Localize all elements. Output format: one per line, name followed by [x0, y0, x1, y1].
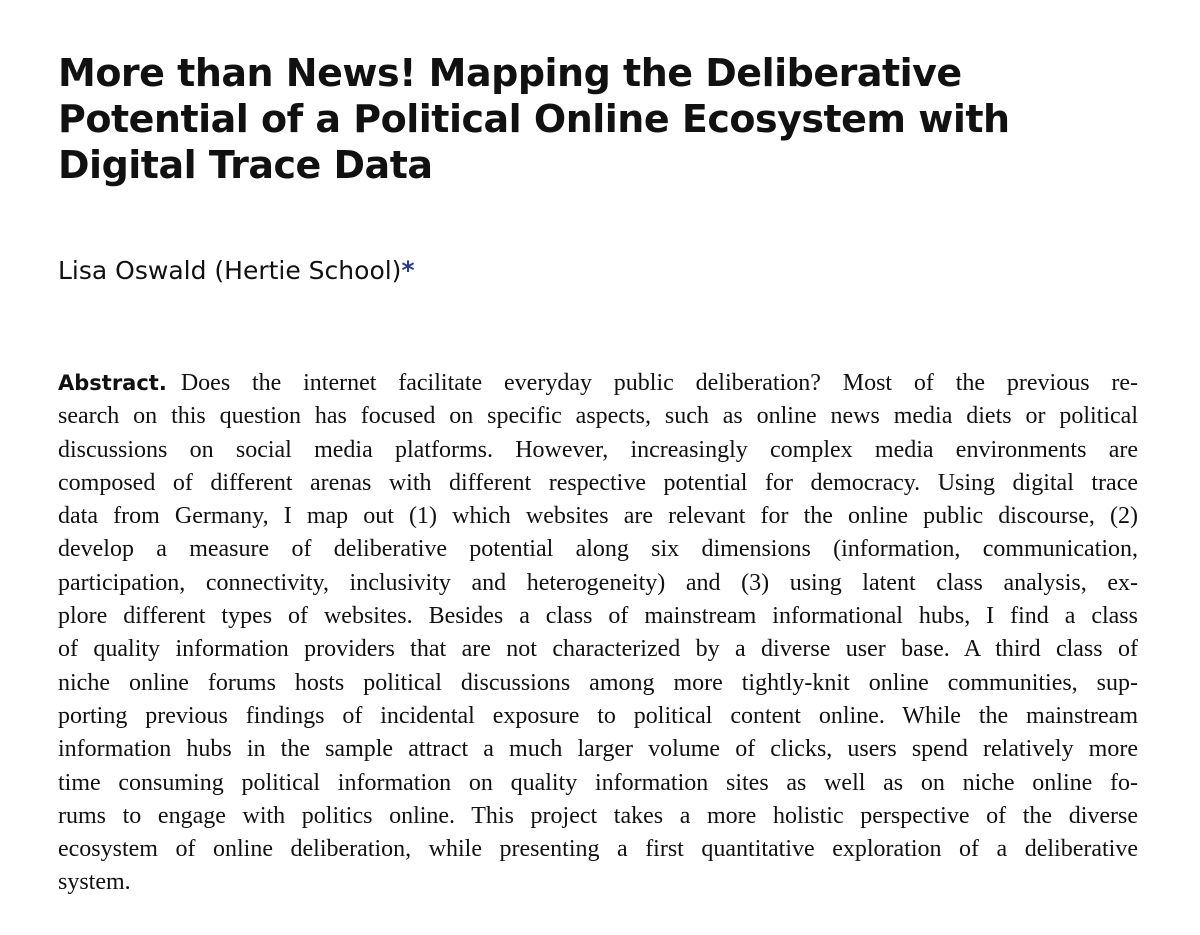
abstract — [58, 367, 1138, 900]
author-line — [58, 254, 415, 288]
title-line: Digital Trace Data — [58, 143, 433, 187]
abstract-line: data from Germany, I map out (1) which websites are relevant for the online public discourse, (2) — [58, 503, 1138, 530]
abstract-line: discussions on social media platforms. However, increasingly complex media environments are — [58, 436, 1138, 463]
abstract-line: search on this question has focused on specific aspects, such as online news media diets or political — [58, 403, 1138, 430]
abstract-line: participation, connectivity, inclusivity and heterogeneity) and (3) using latent class analysis, ex- — [58, 569, 1138, 596]
abstract-line: niche online forums hosts political discussions among more tightly-knit online communities, sup- — [58, 669, 1138, 696]
title-line: More than News! Mapping the Deliberative — [58, 51, 962, 95]
abstract-line: ecosystem of online deliberation, while presenting a first quantitative exploration of a deliberative — [58, 836, 1138, 863]
abstract-label: Abstract. — [58, 371, 167, 395]
paper-title — [58, 50, 1158, 188]
abstract-line: information hubs in the sample attract a much larger volume of clicks, users spend relatively more — [58, 736, 1138, 763]
abstract-line: porting previous findings of incidental exposure to political content online. While the mainstream — [58, 702, 1138, 729]
abstract-line: time consuming political information on quality information sites as well as on niche online fo- — [58, 769, 1138, 796]
abstract-line: system. — [58, 869, 131, 896]
abstract-line: plore different types of websites. Besides a class of mainstream informational hubs, I find a class — [58, 603, 1138, 630]
abstract-line-text: Does the internet facilitate everyday public deliberation? Most of the previous re- — [180, 370, 1138, 396]
abstract-line: of quality information providers that are not characterized by a diverse user base. A third class of — [58, 636, 1138, 663]
author-name: Lisa Oswald (Hertie School) — [58, 256, 402, 285]
abstract-line: rums to engage with politics online. This project takes a more holistic perspective of the diverse — [58, 802, 1138, 829]
abstract-line: composed of different arenas with different respective potential for democracy. Using digital trace — [58, 469, 1138, 496]
author-footnote-link[interactable]: * — [401, 256, 415, 285]
abstract-line — [58, 367, 1138, 400]
title-line: Potential of a Political Online Ecosystem with — [58, 97, 1010, 141]
abstract-line: develop a measure of deliberative potential along six dimensions (information, communication, — [58, 536, 1138, 563]
